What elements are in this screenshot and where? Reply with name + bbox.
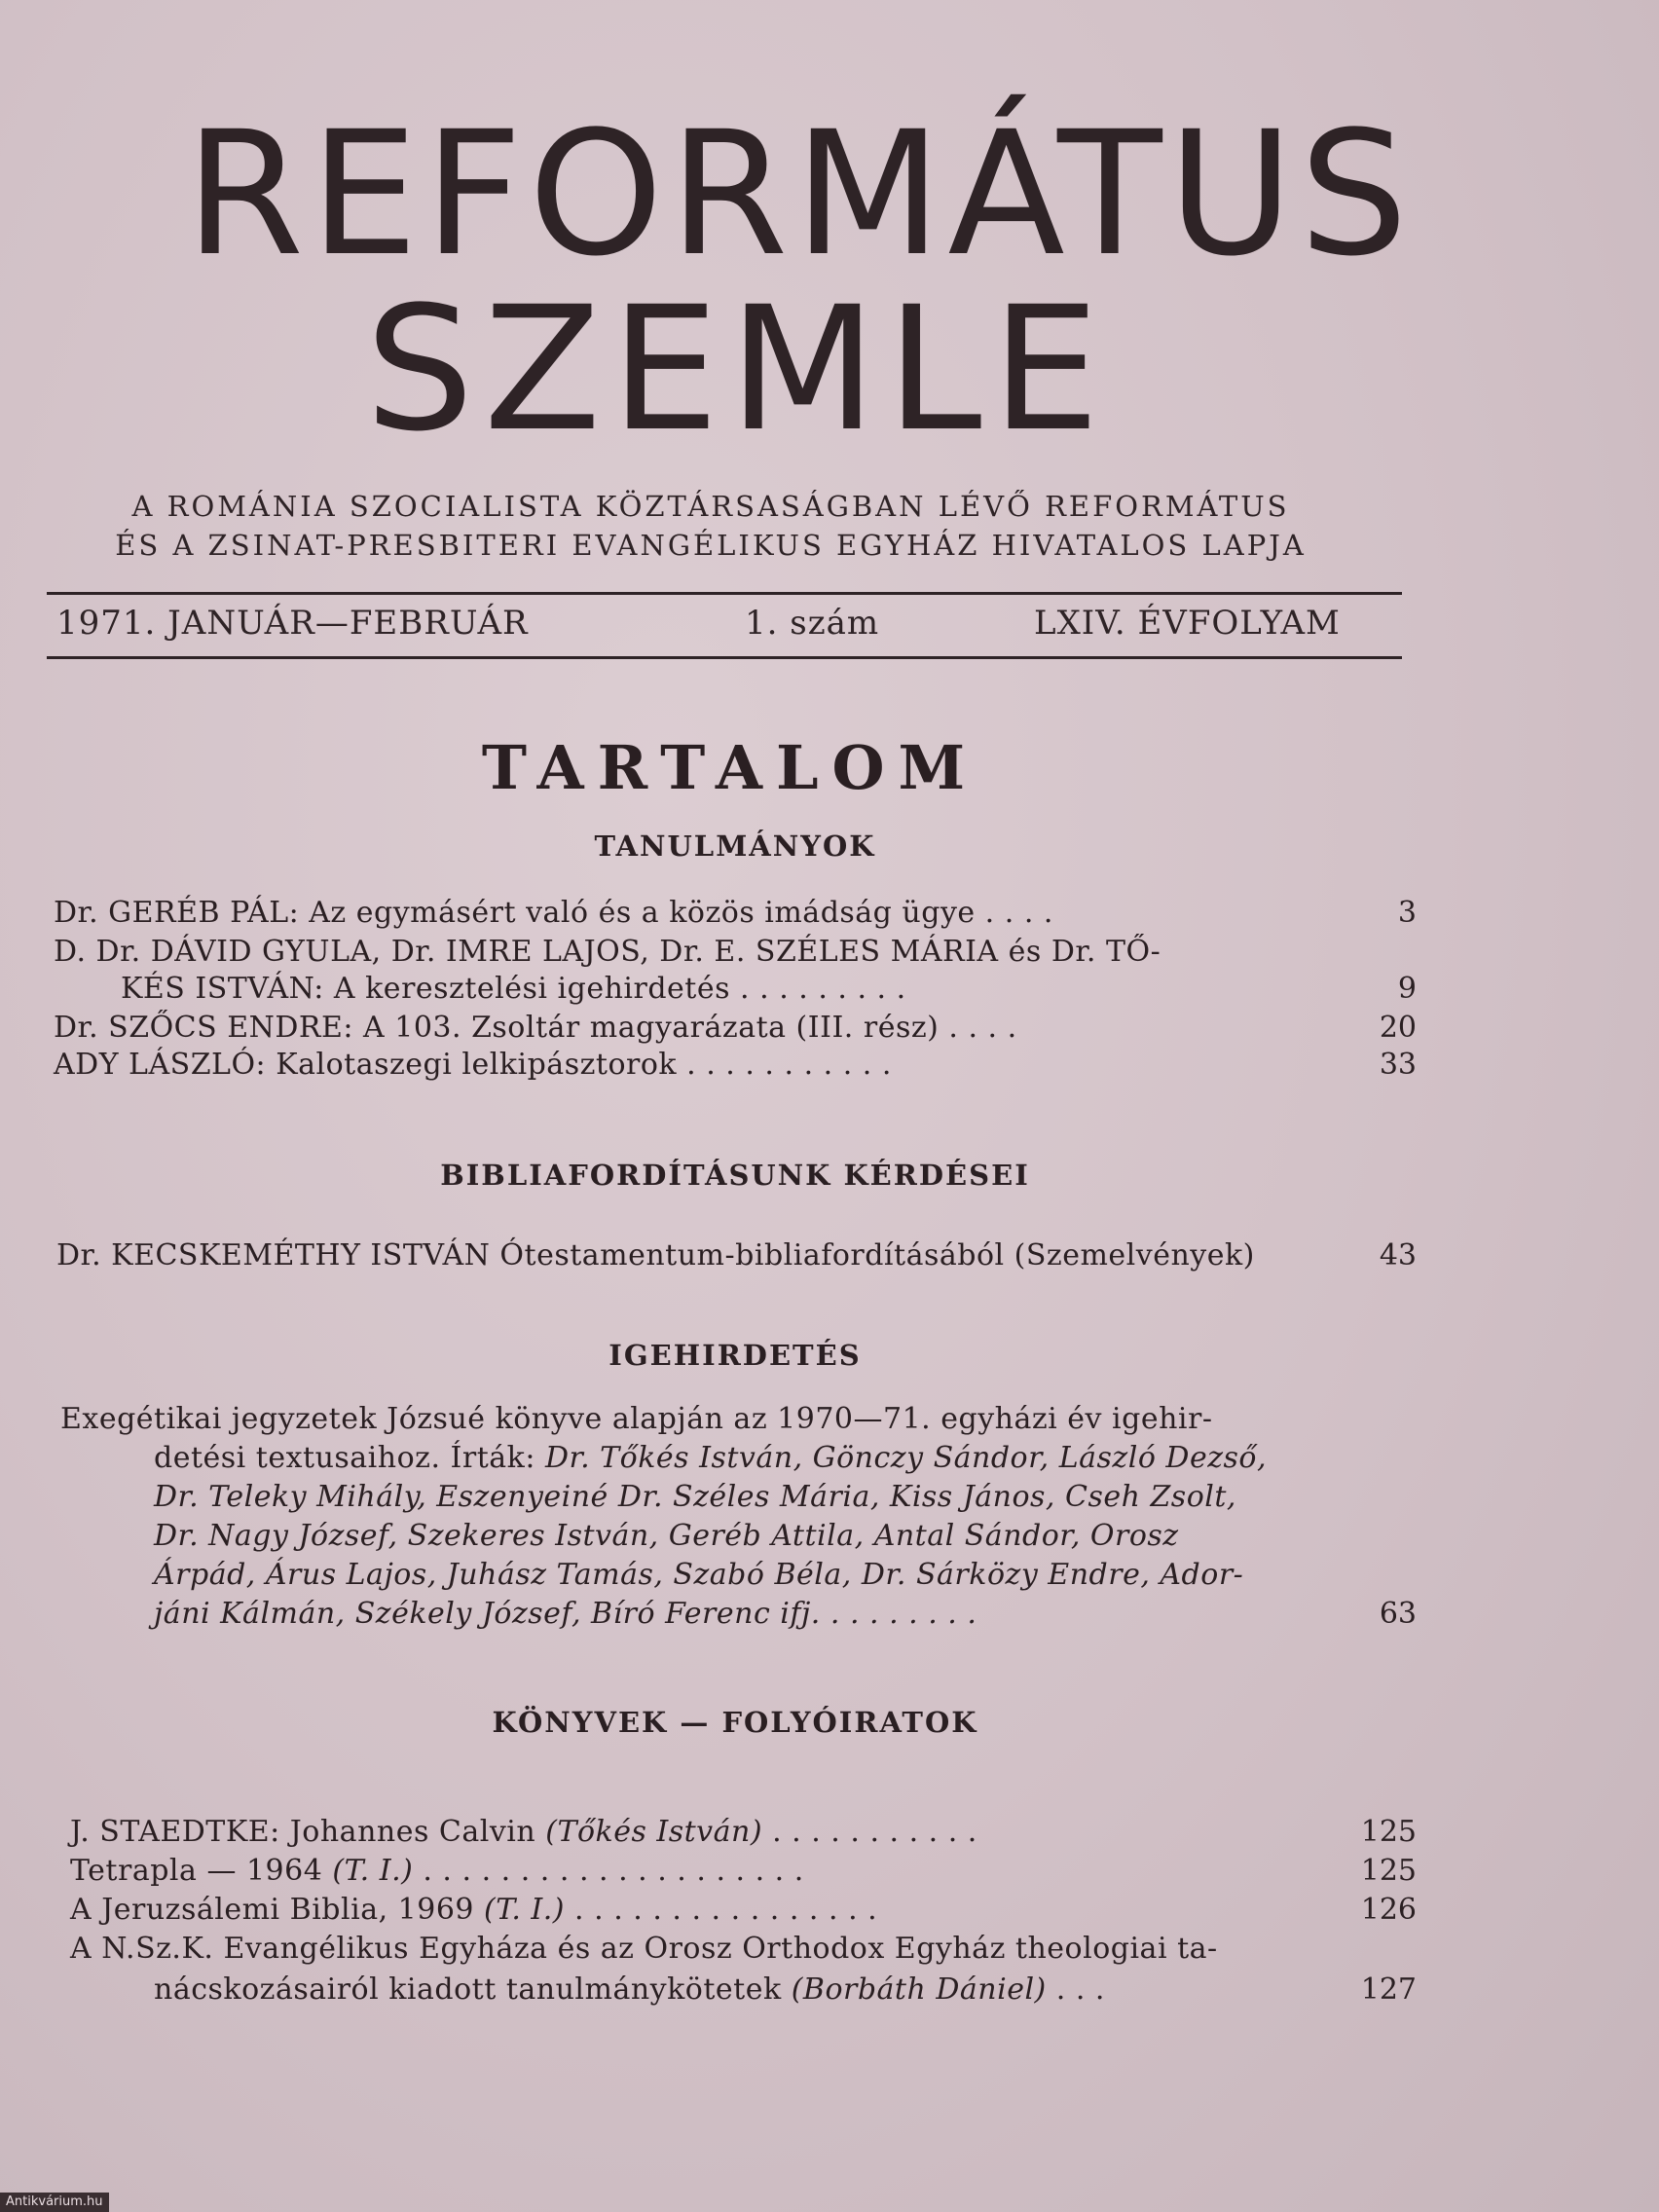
toc-entry-6-line2-authors: Dr. Tőkés István, Gönczy Sándor, László Dezső, (545, 1441, 1268, 1475)
toc-entry-4-page: 33 (1379, 1048, 1417, 1082)
toc-entry-8-reviewer: (T. I.) (332, 1854, 414, 1888)
toc-entry-6-line5: Árpád, Árus Lajos, Juhász Tamás, Szabó Béla, Dr. Sárközy Endre, Ador- (154, 1558, 1244, 1592)
toc-entry-6-line1: Exegétikai jegyzetek Józsué könyve alapján az 1970—71. egyházi év igehir- (60, 1402, 1213, 1436)
toc-entry-9-leader: . . . . . . . . . . . . . . . . (565, 1893, 878, 1927)
toc-entry-5: Dr. KECSKEMÉTHY ISTVÁN Ótestamentum-bibliafordításából (Szemelvények) (56, 1238, 1255, 1272)
masthead-subtitle-line2: ÉS A ZSINAT-PRESBITERI EVANGÉLIKUS EGYHÁZ HIVATALOS LAPJA (115, 529, 1307, 562)
toc-entry-4: ADY LÁSZLÓ: Kalotaszegi lelkipásztorok . . . . . . . . . . . (54, 1048, 892, 1082)
toc-entry-10-line2 (154, 1971, 1105, 2009)
toc-entry-8 (70, 1852, 804, 1891)
toc-entry-6-line3: Dr. Teleky Mihály, Eszenyeiné Dr. Széles Mária, Kiss János, Cseh Zsolt, (154, 1480, 1236, 1514)
issue-volume: LXIV. ÉVFOLYAM (1034, 604, 1341, 643)
issue-date: 1971. JANUÁR—FEBRUÁR (56, 604, 529, 643)
toc-entry-10-text: nácskozásairól kiadott tanulmánykötetek (154, 1972, 792, 2007)
toc-entry-5-page: 43 (1379, 1238, 1417, 1272)
section-heading-bible-translation: BIBLIAFORDÍTÁSUNK KÉRDÉSEI (440, 1159, 1030, 1192)
toc-entry-9 (70, 1891, 877, 1930)
section-heading-preaching: IGEHIRDETÉS (608, 1339, 862, 1372)
toc-entry-2-page: 9 (1397, 972, 1417, 1006)
toc-entry-8-page: 125 (1360, 1854, 1417, 1888)
toc-entry-6-line2 (154, 1439, 1267, 1478)
toc-entry-9-text: A Jeruzsálemi Biblia, 1969 (70, 1893, 485, 1927)
toc-entry-1-page: 3 (1397, 896, 1417, 930)
toc-entry-6-page: 63 (1379, 1597, 1417, 1631)
toc-entry-6-line4: Dr. Nagy József, Szekeres István, Geréb Attila, Antal Sándor, Orosz (154, 1519, 1179, 1553)
toc-entry-10-reviewer: (Borbáth Dániel) (791, 1972, 1047, 2007)
section-heading-studies: TANULMÁNYOK (594, 830, 876, 863)
masthead-title-line1: REFORMÁTUS (185, 94, 1415, 294)
toc-entry-9-page: 126 (1360, 1893, 1417, 1927)
toc-entry-8-leader: . . . . . . . . . . . . . . . . . . . . (413, 1854, 804, 1888)
toc-entry-1: Dr. GERÉB PÁL: Az egymásért való és a közös imádság ügye . . . . (54, 896, 1053, 930)
watermark-badge: Antikvárium.hu (0, 2193, 109, 2212)
section-heading-books-periodicals: KÖNYVEK — FOLYÓIRATOK (492, 1706, 978, 1739)
toc-entry-7-text: J. STAEDTKE: Johannes Calvin (70, 1815, 546, 1849)
toc-entry-7-page: 125 (1360, 1815, 1417, 1849)
toc-entry-7-reviewer: (Tőkés István) (545, 1815, 763, 1849)
toc-entry-10-line1: A N.Sz.K. Evangélikus Egyháza és az Orosz Orthodox Egyház theologiai ta- (70, 1932, 1218, 1966)
toc-entry-8-text: Tetrapla — 1964 (70, 1854, 333, 1888)
toc-entry-7 (70, 1813, 977, 1852)
divider-bottom (47, 656, 1402, 659)
toc-entry-6-line6: jáni Kálmán, Székely József, Bíró Ferenc ifj. . . . . . . . . (154, 1597, 977, 1631)
masthead-title-line2: SZEMLE (365, 270, 1110, 469)
toc-entry-2-line2: KÉS ISTVÁN: A keresztelési igehirdetés . . . . . . . . . (121, 972, 906, 1006)
divider-top (47, 592, 1402, 595)
toc-entry-10-leader: . . . (1046, 1972, 1105, 2007)
toc-entry-3-page: 20 (1379, 1011, 1417, 1045)
masthead-subtitle-line1: A ROMÁNIA SZOCIALISTA KÖZTÁRSASÁGBAN LÉVŐ REFORMÁTUS (131, 490, 1290, 523)
toc-entry-7-leader: . . . . . . . . . . . (762, 1815, 977, 1849)
toc-entry-3: Dr. SZŐCS ENDRE: A 103. Zsoltár magyarázata (III. rész) . . . . (54, 1011, 1017, 1045)
toc-entry-2-line1: D. Dr. DÁVID GYULA, Dr. IMRE LAJOS, Dr. E. SZÉLES MÁRIA és Dr. TŐ- (54, 935, 1161, 969)
issue-number: 1. szám (745, 604, 880, 643)
contents-title: TARTALOM (481, 732, 979, 803)
toc-entry-6-line2-text: detési textusaihoz. Írták: (154, 1441, 545, 1475)
toc-entry-9-reviewer: (T. I.) (484, 1893, 566, 1927)
toc-entry-10-page: 127 (1360, 1972, 1417, 2007)
